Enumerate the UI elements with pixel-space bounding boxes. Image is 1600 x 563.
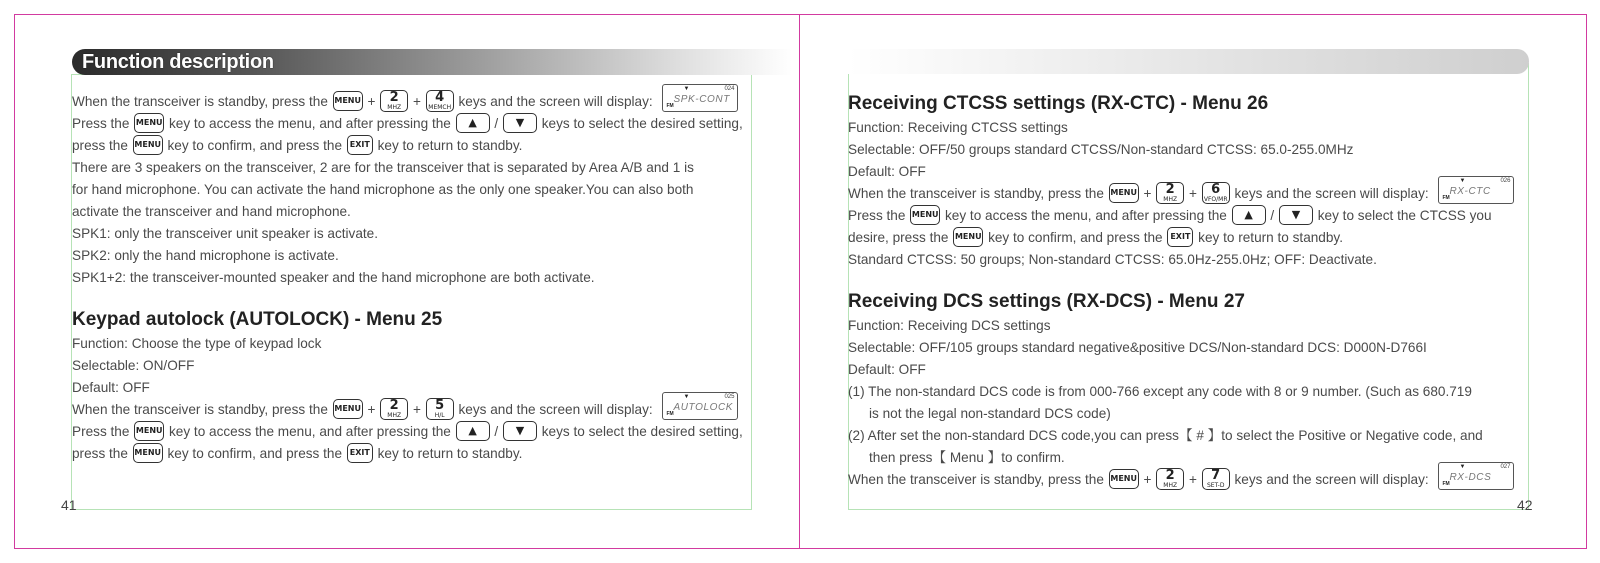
spk-text-line: There are 3 speakers on the transceiver, 2 are for the transceiver that is separated by Area A/B and 1 is xyxy=(72,160,694,175)
banner-title: Function description xyxy=(82,51,274,73)
rxctc-instruction-line-2: Press the MENU key to access the menu, and after pressing the ▲ / ▼ key to select the CTCSS you xyxy=(848,205,1538,227)
menu-key-icon: MENU xyxy=(333,91,363,111)
lcd-rxctc-display: ▼ 026 RX-CTC FM xyxy=(1438,176,1514,204)
autolock-line: Function: Choose the type of keypad lock xyxy=(72,336,322,351)
menu-key-icon: MENU xyxy=(133,443,163,463)
rxdcs-line: Selectable: OFF/105 groups standard negative&positive DCS/Non-standard DCS: D000N-D766I xyxy=(848,340,1427,355)
section-banner xyxy=(72,49,792,75)
autolock-instruction-line-2: Press the MENU key to access the menu, and after pressing the ▲ / ▼ keys to select the desired setting, xyxy=(72,421,772,443)
key-2-icon: 2 MHZ xyxy=(380,398,408,420)
menu-key-icon: MENU xyxy=(910,205,940,225)
autolock-line: Default: OFF xyxy=(72,380,150,395)
key-7-icon: 7 SET-D xyxy=(1202,468,1230,490)
rxdcs-note-1-cont: is not the legal non-standard DCS code) xyxy=(869,406,1111,421)
menu-key-icon: MENU xyxy=(134,113,164,133)
key-2-icon: 2 MHZ xyxy=(380,90,408,112)
down-arrow-key-icon: ▼ xyxy=(1279,205,1313,225)
rxdcs-section-title: Receiving DCS settings (RX-DCS) - Menu 27 xyxy=(848,291,1245,312)
right-banner-bar xyxy=(848,49,1529,74)
menu-key-icon: MENU xyxy=(133,135,163,155)
exit-key-icon: EXIT xyxy=(347,135,373,155)
menu-key-icon: MENU xyxy=(1109,183,1139,203)
key-4-icon: 4 MEMCH xyxy=(426,90,454,112)
spk-text-line: SPK1+2: the transceiver-mounted speaker and the hand microphone are both activate. xyxy=(72,270,595,285)
rxdcs-note-2-cont: then press【 Menu 】to confirm. xyxy=(869,450,1065,465)
rxdcs-line: Default: OFF xyxy=(848,362,926,377)
spk-instruction-line-2: Press the MENU key to access the menu, and after pressing the ▲ / ▼ keys to select the desired setting, xyxy=(72,113,772,135)
spk-text-line: SPK2: only the hand microphone is activate. xyxy=(72,248,339,263)
rxdcs-instruction-line-1: When the transceiver is standby, press the MENU + 2 MHZ + 7 SET-D keys and the screen will display: ▼ 027 RX-DCS FM xyxy=(848,469,1538,491)
exit-key-icon: EXIT xyxy=(347,443,373,463)
rxdcs-note-1: (1) The non-standard DCS code is from 000-766 except any code with 8 or 9 number. (Such as 680.719 xyxy=(848,384,1472,399)
key-5-icon: 5 H/L xyxy=(426,398,454,420)
up-arrow-key-icon: ▲ xyxy=(456,113,490,133)
rxctc-line: Selectable: OFF/50 groups standard CTCSS/Non-standard CTCSS: 65.0-255.0MHz xyxy=(848,142,1354,157)
menu-key-icon: MENU xyxy=(953,227,983,247)
rxdcs-line: Function: Receiving DCS settings xyxy=(848,318,1051,333)
spk-text-line: for hand microphone. You can activate the hand microphone as the only one speaker.You can also both xyxy=(72,182,694,197)
key-2-icon: 2 MHZ xyxy=(1156,468,1184,490)
down-arrow-key-icon: ▼ xyxy=(503,113,537,133)
autolock-line: Selectable: ON/OFF xyxy=(72,358,195,373)
exit-key-icon: EXIT xyxy=(1167,227,1193,247)
key-6-icon: 6 VFO/MR xyxy=(1202,182,1230,204)
key-2-icon: 2 MHZ xyxy=(1156,182,1184,204)
rxctc-instruction-line-3: desire, press the MENU key to confirm, and press the EXIT key to return to standby. xyxy=(848,227,1538,249)
page-number-left: 41 xyxy=(61,497,77,513)
page-number-right: 42 xyxy=(1517,497,1533,513)
autolock-section-title: Keypad autolock (AUTOLOCK) - Menu 25 xyxy=(72,309,443,330)
rxctc-section-title: Receiving CTCSS settings (RX-CTC) - Menu 26 xyxy=(848,93,1269,114)
autolock-instruction-line-1: When the transceiver is standby, press the MENU + 2 MHZ + 5 H/L keys and the screen will display: ▼ 025 AUTOLOCK FM xyxy=(72,399,772,421)
right-column xyxy=(848,91,1538,491)
lcd-spk-display: ▼ 024 SPK-CONT FM xyxy=(662,84,738,112)
up-arrow-key-icon: ▲ xyxy=(456,421,490,441)
rxctc-line: Function: Receiving CTCSS settings xyxy=(848,120,1068,135)
menu-key-icon: MENU xyxy=(333,399,363,419)
spk-text-line: SPK1: only the transceiver unit speaker is activate. xyxy=(72,226,379,241)
autolock-instruction-line-3: press the MENU key to confirm, and press the EXIT key to return to standby. xyxy=(72,443,772,465)
left-column xyxy=(72,86,772,465)
lcd-autolock-display: ▼ 025 AUTOLOCK FM xyxy=(662,392,738,420)
rxdcs-note-2: (2) After set the non-standard DCS code,you can press【 # 】to select the Positive or Negative code, and xyxy=(848,428,1483,443)
spk-instruction-line-3: press the MENU key to confirm, and press the EXIT key to return to standby. xyxy=(72,135,772,157)
rxctc-instruction-line-1: When the transceiver is standby, press the MENU + 2 MHZ + 6 VFO/MR keys and the screen will display: ▼ 026 RX-CTC FM xyxy=(848,183,1538,205)
menu-key-icon: MENU xyxy=(134,421,164,441)
spk-instruction-line-1: When the transceiver is standby, press the MENU + 2 MHZ + 4 MEMCH keys and the screen will display: ▼ 024 SPK-CONT FM xyxy=(72,91,772,113)
up-arrow-key-icon: ▲ xyxy=(1232,205,1266,225)
down-arrow-key-icon: ▼ xyxy=(503,421,537,441)
spk-text-line: activate the transceiver and hand microphone. xyxy=(72,204,351,219)
rxctc-standard-line: Standard CTCSS: 50 groups; Non-standard CTCSS: 65.0Hz-255.0Hz; OFF: Deactivate. xyxy=(848,252,1377,267)
rxctc-line: Default: OFF xyxy=(848,164,926,179)
menu-key-icon: MENU xyxy=(1109,469,1139,489)
lcd-rxdcs-display: ▼ 027 RX-DCS FM xyxy=(1438,462,1514,490)
